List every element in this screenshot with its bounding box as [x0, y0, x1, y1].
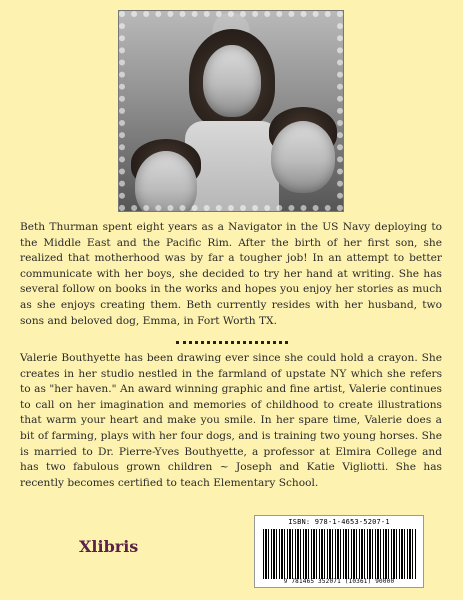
author-bio-paragraph: Beth Thurman spent eight years as a Navigator in the US Navy deploying to the Middle East and the Pacific Rim. After the birth of her first son, she realized that motherhood was by far a tougher job! In an attempt to better communicate with her boys, she decided to try her hand at writing. She has several follow on books in the works and hopes you enjoy her stories as much as she enjoys creating them. Beth currently resides with her husband, two sons and beloved dog, Emma, in Fort Worth TX. [20, 221, 442, 327]
barcode-addon-code: 90000 [375, 578, 395, 585]
barcode-number [255, 578, 423, 585]
barcode-code: 9 781465 352071 [283, 578, 341, 585]
section-divider [176, 341, 288, 344]
author-photo [118, 10, 344, 212]
isbn-label: ISBN: 978-1-4653-5207-1 [288, 518, 390, 526]
barcode-addon: (10361) [344, 578, 372, 585]
isbn-barcode [254, 515, 424, 588]
barcode-bars [263, 529, 417, 579]
publisher-logo: Xlibris [79, 537, 139, 556]
illustrator-bio-paragraph: Valerie Bouthyette has been drawing ever since she could hold a crayon. She creates in her studio nestled in the farmland of upstate NY which she refers to as "her haven." An award winning graphic and fine artist, Valerie continues to call on her imagination and memories of childhood to create illustrations that warm your heart and make you smile. In her spare time, Valerie does a bit of farming, plays with her four dogs, and is training two young horses. She is married to Dr. Pierre-Yves Bouthyette, a professor at Elmira College and has two fabulous grown children ~ Joseph and Katie Vigliotti. She has recently becomes certified to teach Elementary School. [20, 352, 442, 489]
photo-frame-edge [119, 11, 343, 211]
